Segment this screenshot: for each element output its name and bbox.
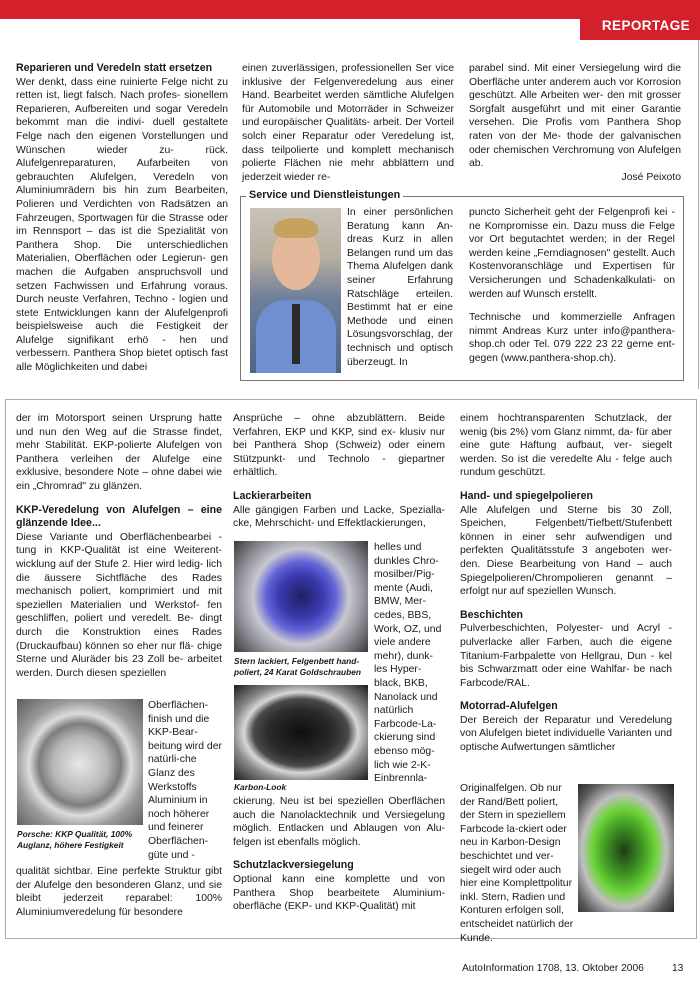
page-number: 13 <box>672 963 684 974</box>
lackier-text: Alle gängigen Farben und Lacke, Spezialla- cke, Mehrschicht- und Effektlackierungen, <box>233 504 445 530</box>
bottom-column-3-intro: einem hochtransparenten Schutzlack, der wenig (bis 2%) vom Glanz nimmt, da- für aber eine gute Haftung aufbaut, ver- siegelt werden. So ist die veredelte Alu - felge auch rundum geschützt. <box>460 413 672 479</box>
motorrad-wrap-text: Originalfelgen. Ob nur der Rand/Bett poliert, der Stern in speziellem Farbcode la-ckiert oder neu in Karbon-Design beschichtet und ver-siegelt wird oder auch hier eine Komplettpolitur inkl. Stern, Radien und Konturen erfolgen soll, entscheidet natürlich der Kunde. <box>460 783 574 944</box>
beschichten-heading: Beschichten <box>460 608 523 621</box>
blue-wheel-caption: Stern lackiert, Felgenbett hand- poliert, 24 Karat Goldschrauben <box>234 656 362 677</box>
kkp-tail-text: qualität sichtbar. Eine perfekte Struktur gibt der Alufelge den besonderen Glanz, und sie bleibt jederzeit reparabel: 100% Aluminiumveredelung für besondere <box>16 866 222 918</box>
beschichten-text: Pulverbeschichten, Polyester- und Acryl - pulverlacke aller Farben, auch die eigene Titanium-Farbpalette von Hellgrau, Dun - kel bis Schwarzmatt oder eine Wahlfar- be nach Farbcode/RAL. <box>460 623 672 689</box>
bottom-column-2-lower <box>233 795 445 914</box>
bottom-column-1 <box>16 412 222 680</box>
bottom-column-2-intro: Ansprüche – ohne abzublättern. Beide Verfahren, EKP und KKP, sind ex- klusiv nur bei Panthera Shop (Schweiz) oder einem Stützpunkt- und Technolo - giepartner erhältlich. <box>233 413 445 479</box>
carbon-wheel-photo <box>234 685 368 780</box>
footer-publication: AutoInformation 1708, 13. Oktober 2006 <box>462 963 644 974</box>
motorrad-heading: Motorrad-Alufelgen <box>460 700 558 713</box>
service-box-title: Service und Dienstleistungen <box>246 189 403 201</box>
green-wheel-photo <box>578 784 674 912</box>
article-heading: Reparieren und Veredeln statt ersetzen <box>16 62 213 74</box>
portrait-tie <box>292 304 300 364</box>
service-column-2 <box>469 206 675 366</box>
bottom-column-2 <box>233 412 445 531</box>
service-column-2-text-a: puncto Sicherheit geht der Felgenprofi kei - ne Kompromisse ein. Dazu muss die Felge vor Ort begutachtet werden; in der Regel werden keine „Ferndiagnosen" gestellt. Auch Kostenvoranschläge und Expertisen für Versicherungen und Schadenkalkulati- on werden auf Wunsch erstellt. <box>469 207 675 300</box>
section-tag <box>580 0 700 40</box>
handpolieren-heading: Hand- und spiegelpolieren <box>460 489 594 502</box>
top-column-2 <box>242 62 454 184</box>
porsche-caption: Porsche: KKP Qualität, 100% Auglanz, höhere Festigkeit <box>17 829 133 850</box>
service-column-1 <box>347 206 453 369</box>
section-label: REPORTAGE <box>601 18 690 33</box>
lackier-tail-text: ckierung. Neu ist bei speziellen Oberflächen auch die Nanolacktechnik und Versiegelung möglich. Entlacken und Ablaugen von Alu- felgen ist ebenfalls möglich. <box>233 796 445 848</box>
schutzlack-text: Optional kann eine komplette und von Panthera Shop bearbeitete Aluminium- oberfläche (EKP- und KKP-Qualität) mit <box>233 873 445 913</box>
schutzlack-heading: Schutzlackversiegelung <box>233 859 354 872</box>
lackier-heading: Lackierarbeiten <box>233 489 312 502</box>
portrait-photo <box>250 208 341 373</box>
porsche-wheel-photo <box>17 699 143 825</box>
kkp-text: Diese Variante und Oberflächenbearbei - tung in KKP-Qualität ist eine Weiterent- wicklung auf der Stufe 2. Hier wird ledig- lich die äussere Sichtfläche des Rades mechanisch poliert, komprimiert und mit speziellen Materialien und Werkstof- fen geschliffen, poliert und veredelt. Be- dingt durch die Konstruktion eines Rades (Druckaufbau) können so eher nur flä- chige Sterne und Aluräder bis 23 Zoll be- arbeitet werden. Durch diesen speziellen <box>16 531 222 679</box>
portrait-hair <box>274 218 318 238</box>
top-column-1 <box>16 62 228 375</box>
blue-wheel-photo <box>234 541 368 652</box>
top-column-2-text: einen zuverlässigen, professionellen Ser vice inklusive der Felgenveredelung aus einer Hand. Bearbeitet werden sämtliche Alufelgen für Automobile und Motorräder in Schweizer und europäischer Qualitäts- arbeit. Der Vorteil solch einer Reparatur oder Veredelung ist, dass teilpolierte und komplett mechanisch polierte Flächen nie mehr abblättern und jederzeit wieder re- <box>242 63 454 183</box>
header-red-bar <box>0 0 580 19</box>
author: José Peixoto <box>621 171 681 183</box>
motorrad-text: Der Bereich der Reparatur und Veredelung von Alufelgen bietet individuelle Varianten und optische Aufwertungen sämtlicher <box>460 714 672 754</box>
bottom-column-3 <box>460 412 672 755</box>
carbon-caption: Karbon-Look <box>234 782 287 792</box>
bottom-column-1-intro: der im Motorsport seinen Ursprung hatte und nun den Weg auf die Strasse findet, mehr Stabilität. EKP-polierte Alufelgen von Panthera verleihen der Alufelge eine exklusive, besondere Note – ohne dabei wie ein „Chromrad" zu glänzen. <box>16 413 222 492</box>
kkp-wrap-text: Oberflächen-finish und die KKP-Bear-beitung wird der natürli-che Glanz des Werkstoffs Aluminium in noch höherer und feinerer Oberflächen-güte und - <box>148 700 222 861</box>
top-column-3 <box>469 62 681 184</box>
kkp-heading: KKP-Veredelung von Alufelgen – eine glänzende Idee... <box>16 503 222 530</box>
service-column-1-text: In einer persönlichen Beratung kann An- dreas Kurz in allen Belangen rund um das Thema Alufelgen dank seiner Erfahrung Ratschläge erteilen. Bestimmt hat er eine Methode und einen Lösungsvorschlag, der technisch und optisch überzeugt. In <box>347 207 453 368</box>
top-column-1-text: Wer denkt, dass eine ruinierte Felge nicht zu retten ist, liegt falsch. Nach profes- sionellem Reparieren, Aufbereiten und sogar Veredeln bekommt man die indivi- duell gestaltete Felge nach den eigenen Vorstellungen und Wünschen wieder zu- rück. Alufelgenreparaturen, Aufarbeiten von gebrauchten Alufelgen, Veredeln von Aluminiumrädern bis hin zum Bearbeiten, Polieren und Verdichten von Radsätzen an Fahrzeugen, Sportwagen für die Strasse oder im Rennsport – das ist die Spezialität von Panthera Shop. Die unterschiedlichen Materialien, Oberflächen oder Legierun- gen machen die Aufgaben anspruchsvoll und setzen Fachwissen und Erfahrung voraus. Durch neuste Verfahren, Techno - logien und stete Entwicklungen kann der Alufelgenprofi beispielsweise auch die Festigkeit der Alufelge signifikant erhö - hen und verbessern. Panthera Shop bietet optisch fast alle Möglichkeiten und dabei <box>16 76 228 374</box>
top-column-3-text: parabel sind. Mit einer Versiegelung wird die Oberfläche unter anderem auch vor Korrosion geschützt. Alle Arbeiten wer- den mit grosser Sorgfalt ausgeführt und mit einer Garantie versehen. Die Profis vom Panthera Shop raten von der Me- thode der galvanischen oder chemischen Verchromung von Alufelgen ab. <box>469 63 681 170</box>
service-column-2-text-b: Technische und kommerzielle Anfragen nimmt Andreas Kurz unter info@panthera- shop.ch oder Tel. 079 222 23 22 gerne ent- gegen (www.panthera-shop.ch). <box>469 312 675 364</box>
handpolieren-text: Alle Alufelgen und Sterne bis 30 Zoll, Speichen, Felgenbett/Tiefbett/Stufenbett können in einer sehr aufwendigen und perfekten Qualitätsstufe 3 angeboten wer- den. Diese Bearbeitung von Hand – auch Spiegelpolieren/Chrompolieren genannt – erfolgt nur auf speziellen Wunsch. <box>460 504 672 598</box>
lackier-wrap-text: helles und dunkles Chro-mosilber/Pig-mente (Audi, BMW, Mer-cedes, BBS, Work, OZ, und viele andere mehr), dunk-les Hyper-black, BKB, Nanolack und natürlich Farbcode-La-ckierung sind ebenso mög-lich wie 2-K-Einbrennla- <box>374 542 442 785</box>
